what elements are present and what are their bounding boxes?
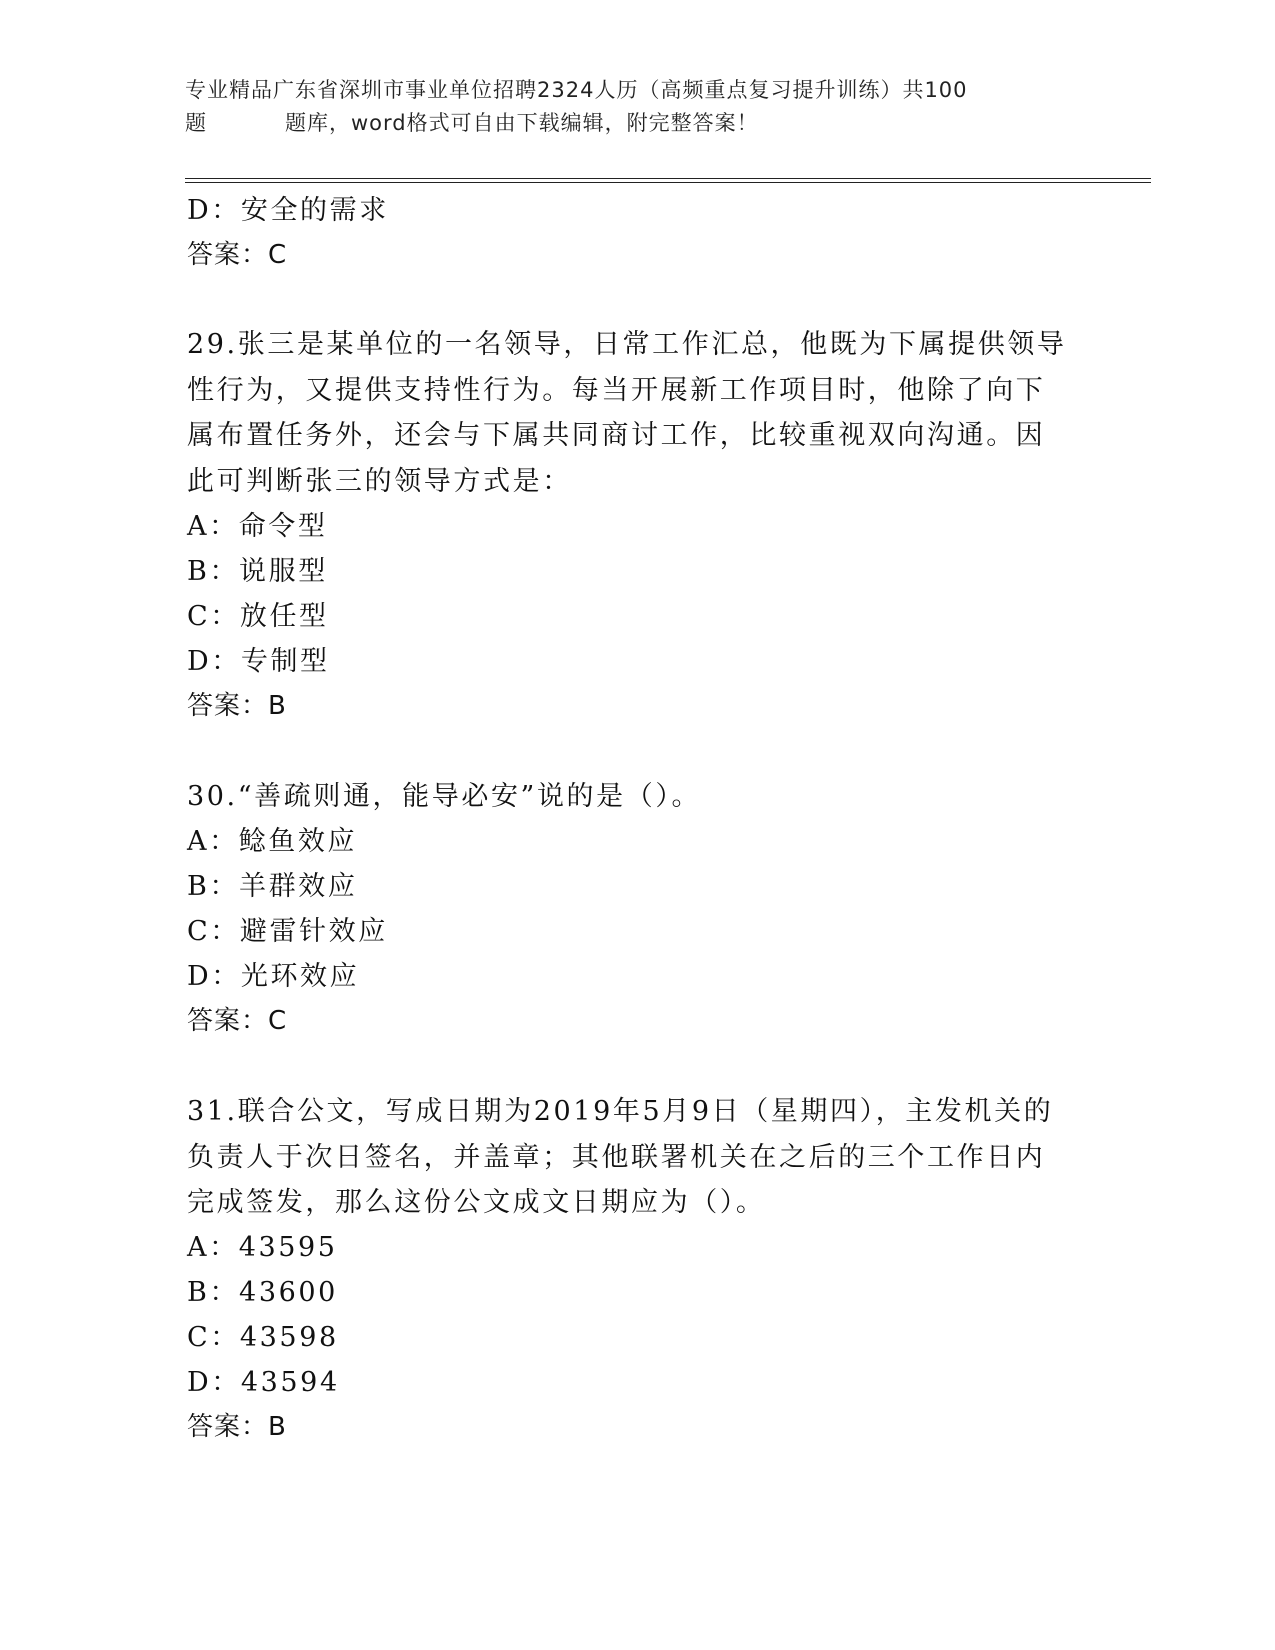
answer-line: 答案：C <box>187 240 288 270</box>
question-29-stem: 29.张三是某单位的一名领导，日常工作汇总，他既为下属提供领导性行为，又提供支持性行为。每当开展新工作项目时，他除了向下属布置任务外，还会与下属共同商讨工作，比较重视双向沟通。因此可判断张三的领导方式是： <box>187 329 1067 497</box>
question-29-option-b: B：说服型 <box>187 556 328 587</box>
document-header <box>185 74 1065 140</box>
header-title-line-2 <box>185 107 1065 140</box>
question-31-option-a: A：43595 <box>187 1232 338 1263</box>
option-d: D：安全的需求 <box>187 195 389 226</box>
header-title-continuation: 题库，word格式可自由下载编辑，附完整答案！ <box>285 111 759 135</box>
question-31-option-d: D：43594 <box>187 1367 340 1398</box>
question-29-answer: 答案：B <box>187 691 287 721</box>
question-30-option-a: A：鲶鱼效应 <box>187 826 358 857</box>
header-divider-top <box>185 178 1151 179</box>
question-30-option-c: C：避雷针效应 <box>187 916 388 947</box>
question-31-option-b: B：43600 <box>187 1277 338 1308</box>
question-30-answer: 答案：C <box>187 1006 288 1036</box>
question-29-option-c: C：放任型 <box>187 601 329 632</box>
question-30-option-b: B：羊群效应 <box>187 871 358 902</box>
question-30-stem: 30.“善疏则通，能导必安”说的是（）。 <box>187 781 702 812</box>
question-31-stem: 31.联合公文，写成日期为2019年5月9日（星期四），主发机关的负责人于次日签名，并盖章；其他联署机关在之后的三个工作日内完成签发，那么这份公文成文日期应为（）。 <box>187 1096 1054 1218</box>
question-31-option-c: C：43598 <box>187 1322 339 1353</box>
question-30-option-d: D：光环效应 <box>187 961 360 992</box>
header-divider-bottom <box>185 182 1151 183</box>
question-29-option-d: D：专制型 <box>187 646 330 677</box>
question-29-option-a: A：命令型 <box>187 511 328 542</box>
header-title-line-1: 专业精品广东省深圳市事业单位招聘2324人历（高频重点复习提升训练）共100 <box>185 78 968 102</box>
question-31-answer: 答案：B <box>187 1412 287 1442</box>
header-title-fragment: 题 <box>185 111 207 135</box>
